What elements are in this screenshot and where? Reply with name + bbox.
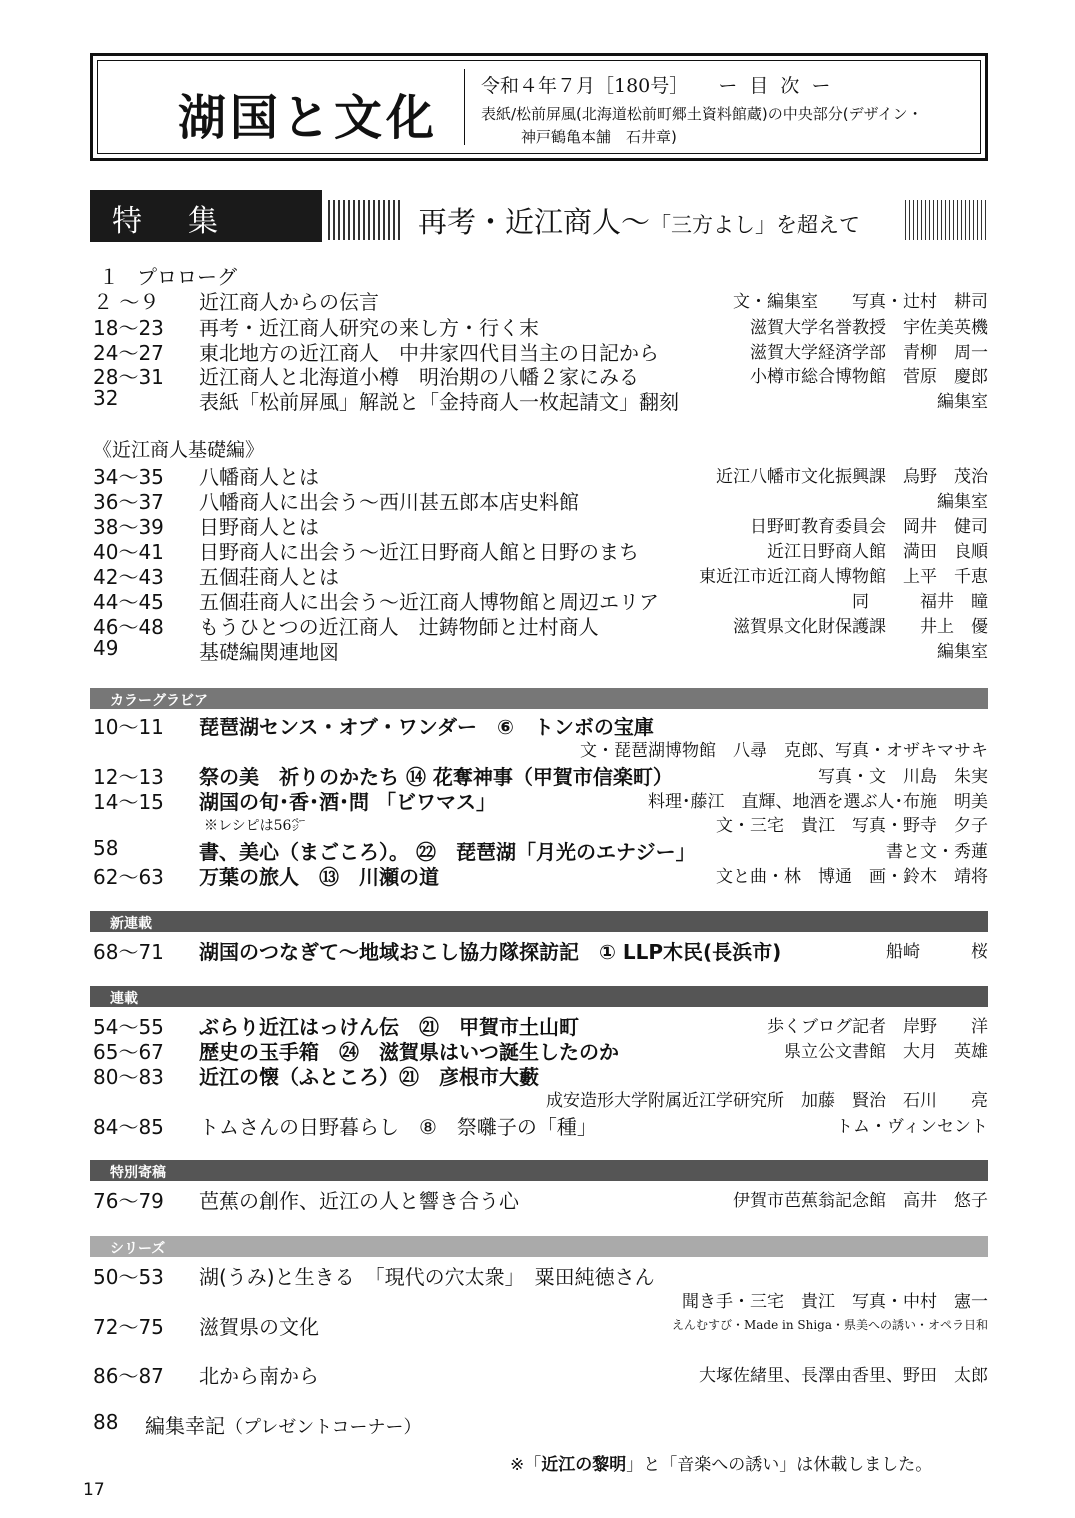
section-bar-shiriizu xyxy=(90,1236,988,1257)
masthead-inner-frame xyxy=(97,60,981,154)
section-bar-series xyxy=(90,986,988,1007)
section-bar-new-series xyxy=(90,911,988,932)
toc-title: 湖国のつなぎて～地域おこし協力隊探訪記 ① LLP木民(長浜市) xyxy=(199,940,782,964)
toc-page: ２ ～９ xyxy=(93,290,160,314)
feature-label-char-2: 集 xyxy=(188,204,218,239)
recipe-note: ※レシピは56㌻ xyxy=(204,818,306,834)
toc-page: 68～71 xyxy=(93,940,164,964)
toc-row[interactable] xyxy=(93,1311,988,1337)
section-bar-label: カラーグラビア xyxy=(110,693,208,709)
toc-title: 芭蕉の創作、近江の人と響き合う心 xyxy=(199,1189,519,1213)
toc-byline: 成安造形大学附属近江学研究所 加藤 賢治 石川 亮 xyxy=(546,1091,988,1111)
toc-page: 24～27 xyxy=(93,341,164,365)
toc-byline: 編集室 xyxy=(937,492,988,512)
toc-page: 44～45 xyxy=(93,590,164,614)
toc-row[interactable] xyxy=(93,1360,988,1386)
toc-title: 祭の美 祈りのかたち ⑭ 花奪神事（甲賀市信楽町） xyxy=(199,765,673,789)
toc-row[interactable] xyxy=(93,386,988,412)
toc-row[interactable] xyxy=(93,861,988,887)
toc-title: 湖国の旬･香･酒･問 「ビワマス」 xyxy=(199,790,496,814)
masthead-box xyxy=(90,53,988,161)
toc-page: 58 xyxy=(93,836,119,860)
toc-page: 10～11 xyxy=(93,715,164,739)
toc-row[interactable] xyxy=(93,536,988,562)
toc-title: 滋賀県の文化 xyxy=(199,1315,319,1339)
toc-title: もうひとつの近江商人 辻鋳物師と辻村商人 xyxy=(199,615,599,639)
toc-page: 36～37 xyxy=(93,490,164,514)
toc-byline: 滋賀大学名誉教授 宇佐美英機 xyxy=(750,318,988,338)
toc-title xyxy=(145,1410,422,1439)
toc-row[interactable] xyxy=(93,261,988,287)
toc-row[interactable] xyxy=(93,312,988,338)
toc-row[interactable] xyxy=(93,511,988,537)
cover-note-line-1: 表紙/松前屏風(北海道松前町郷土資料館蔵)の中央部分(デザイン・ xyxy=(481,105,923,123)
toc-label: ー 目 次 ー xyxy=(718,75,834,97)
toc-byline: 滋賀大学経済学部 青柳 周一 xyxy=(750,343,988,363)
toc-title: プロローグ xyxy=(137,265,237,289)
toc-title: 八幡商人とは xyxy=(199,465,319,489)
toc-byline: 東近江市近江商人博物館 上平 千恵 xyxy=(699,567,988,587)
toc-title: 五個荘商人に出会う～近江商人博物館と周辺エリア xyxy=(199,590,659,614)
toc-byline: 同 福井 瞳 xyxy=(852,592,988,612)
toc-byline: 小樽市総合博物館 菅原 慶郎 xyxy=(750,367,988,387)
toc-row[interactable] xyxy=(93,1410,988,1436)
toc-title: 北から南から xyxy=(199,1364,319,1388)
feature-label xyxy=(90,190,322,242)
toc-title: 万葉の旅人 ⑬ 川瀬の道 xyxy=(199,865,439,889)
toc-byline: 写真・文 川島 朱実 xyxy=(818,767,988,787)
toc-page: 65～67 xyxy=(93,1040,164,1064)
toc-title: 湖(うみ)と生きる 「現代の穴太衆」 粟田純徳さん xyxy=(199,1265,655,1289)
toc-byline: 文と曲・林 博通 画・鈴木 靖将 xyxy=(716,867,988,887)
toc-title: 表紙「松前屏風」解説と「金持商人一枚起請文」翻刻 xyxy=(199,390,679,414)
feature-hatch-right xyxy=(905,200,988,240)
toc-title: 東北地方の近江商人 中井家四代目当主の日記から xyxy=(199,341,659,365)
toc-title: 近江商人と北海道小樽 明治期の八幡２家にみる xyxy=(199,365,639,389)
toc-page: 80～83 xyxy=(93,1065,164,1089)
cover-note xyxy=(481,103,923,149)
toc-byline: 伊賀市芭蕉翁記念館 高井 悠子 xyxy=(733,1191,988,1211)
toc-row[interactable] xyxy=(93,1185,988,1211)
toc-page: 72～75 xyxy=(93,1315,164,1339)
toc-page: 84～85 xyxy=(93,1115,164,1139)
toc-page: 88 xyxy=(93,1410,119,1434)
toc-page: １ xyxy=(99,265,119,289)
toc-row[interactable] xyxy=(93,486,988,512)
toc-byline: 文・琵琶湖博物館 八尋 克郎、写真・オザキマサキ xyxy=(580,741,988,761)
toc-byline: 近江八幡市文化振興課 烏野 茂治 xyxy=(716,467,988,487)
toc-page: 12～13 xyxy=(93,765,164,789)
toc-byline: 日野町教育委員会 岡井 健司 xyxy=(750,517,988,537)
toc-page: 18～23 xyxy=(93,316,164,340)
footnote-prefix: ※「 xyxy=(510,1455,542,1475)
toc-byline: 近江日野商人館 満田 良順 xyxy=(767,542,988,562)
issue-date: 令和４年７月［180号］ xyxy=(481,75,689,97)
toc-page: 46～48 xyxy=(93,615,164,639)
toc-title: 琵琶湖センス・オブ・ワンダー ⑥ トンボの宝庫 xyxy=(199,715,654,739)
toc-title: 近江の懐（ふところ）㉑ 彦根市大藪 xyxy=(199,1065,539,1089)
toc-byline: 文・三宅 貴江 写真・野寺 夕子 xyxy=(716,816,988,836)
section-bar-color-gravure xyxy=(90,688,988,709)
toc-title: 歴史の玉手箱 ㉔ 滋賀県はいつ誕生したのか xyxy=(199,1040,619,1064)
section-bar-label: 連載 xyxy=(110,991,138,1007)
toc-title: ぶらり近江はっけん伝 ㉑ 甲賀市土山町 xyxy=(199,1015,579,1039)
feature-label-char-1: 特 xyxy=(112,204,142,239)
section-bar-label: 新連載 xyxy=(110,916,152,932)
toc-byline: 船崎 桜 xyxy=(886,942,988,962)
toc-row[interactable] xyxy=(93,337,988,363)
toc-title: 日野商人とは xyxy=(199,515,319,539)
toc-page: 62～63 xyxy=(93,865,164,889)
toc-row[interactable] xyxy=(93,711,988,737)
issue-line xyxy=(481,71,833,98)
footnote-column-name: 近江の黎明 xyxy=(541,1455,627,1475)
footnote xyxy=(510,1450,932,1475)
toc-row[interactable] xyxy=(93,1011,988,1037)
basics-heading: 《近江商人基礎編》 xyxy=(93,439,265,461)
toc-byline: 大塚佐緒里、長澤由香里、野田 太郎 xyxy=(699,1366,988,1386)
toc-byline: 聞き手・三宅 貴江 写真・中村 憲一 xyxy=(682,1292,988,1312)
toc-row[interactable] xyxy=(93,561,988,587)
toc-row[interactable] xyxy=(93,761,988,787)
toc-row[interactable] xyxy=(93,586,988,612)
toc-title: 日野商人に出会う～近江日野商人館と日野のまち xyxy=(199,540,639,564)
editor-title: 編集幸記 xyxy=(145,1414,225,1438)
toc-row[interactable] xyxy=(93,1111,988,1137)
toc-byline: 歩くブログ記者 岸野 洋 xyxy=(767,1017,988,1037)
toc-page: 14～15 xyxy=(93,790,164,814)
toc-title: 近江商人からの伝言 xyxy=(199,290,379,314)
toc-title: 書、美心（まごころ）。 ㉒ 琵琶湖「月光のエナジー」 xyxy=(199,840,696,864)
toc-title: 基礎編関連地図 xyxy=(199,640,339,664)
toc-byline: 書と文・秀蓮 xyxy=(886,842,988,862)
feature-hatch-left xyxy=(328,200,403,240)
toc-page: 86～87 xyxy=(93,1364,164,1388)
toc-page: 40～41 xyxy=(93,540,164,564)
toc-byline: 料理･藤江 直輝、地酒を選ぶ人･布施 明美 xyxy=(648,792,988,812)
toc-byline: トム・ヴィンセント xyxy=(836,1117,988,1137)
editor-note: （プレゼントコーナー） xyxy=(225,1417,422,1438)
toc-row[interactable] xyxy=(93,786,988,812)
toc-page: 32 xyxy=(93,386,119,410)
section-bar-label: 特別寄稿 xyxy=(110,1165,166,1181)
toc-page: 76～79 xyxy=(93,1189,164,1213)
toc-byline: 編集室 xyxy=(937,642,988,662)
toc-page: 54～55 xyxy=(93,1015,164,1039)
section-bar-special xyxy=(90,1160,988,1181)
toc-row[interactable] xyxy=(93,1036,988,1062)
toc-title: 五個荘商人とは xyxy=(199,565,339,589)
toc-title: 再考・近江商人研究の来し方・行く末 xyxy=(199,316,539,340)
toc-page: 28～31 xyxy=(93,365,164,389)
masthead-divider xyxy=(464,69,465,145)
toc-row[interactable] xyxy=(93,361,988,387)
toc-byline: 文・編集室 写真・辻村 耕司 xyxy=(733,292,988,312)
toc-page: 50～53 xyxy=(93,1265,164,1289)
toc-page: 42～43 xyxy=(93,565,164,589)
toc-page: 49 xyxy=(93,636,119,660)
feature-title-main: 再考・近江商人〜 xyxy=(418,205,651,239)
toc-row[interactable] xyxy=(93,936,988,962)
section-bar-label: シリーズ xyxy=(110,1241,166,1257)
feature-subtitle: 「三方よし」を超えて xyxy=(650,213,861,237)
toc-row[interactable] xyxy=(93,286,988,312)
toc-byline: 県立公文書館 大月 英雄 xyxy=(784,1042,988,1062)
toc-title: トムさんの日野暮らし ⑧ 祭囃子の「種」 xyxy=(199,1115,597,1139)
toc-row[interactable] xyxy=(93,461,988,487)
page-number: 17 xyxy=(83,1480,105,1500)
toc-title: 八幡商人に出会う～西川甚五郎本店史料館 xyxy=(199,490,579,514)
toc-byline: 編集室 xyxy=(937,392,988,412)
toc-row[interactable] xyxy=(93,636,988,662)
toc-row[interactable] xyxy=(93,1261,988,1287)
cover-note-line-2: 神戸鶴亀本舗 石井章) xyxy=(521,128,677,146)
footnote-rest: 」と「音楽への誘い」は休載しました。 xyxy=(626,1455,933,1475)
toc-row[interactable] xyxy=(93,836,988,862)
toc-byline: えんむすび・Made in Shiga・県美への誘い・オペラ日和 xyxy=(671,1318,988,1332)
toc-byline: 滋賀県文化財保護課 井上 優 xyxy=(733,617,988,637)
toc-page: 34～35 xyxy=(93,465,164,489)
toc-row[interactable] xyxy=(93,1061,988,1087)
feature-title xyxy=(418,200,860,241)
toc-page: 38～39 xyxy=(93,515,164,539)
toc-row[interactable] xyxy=(93,611,988,637)
magazine-title: 湖国と文化 xyxy=(178,90,439,146)
